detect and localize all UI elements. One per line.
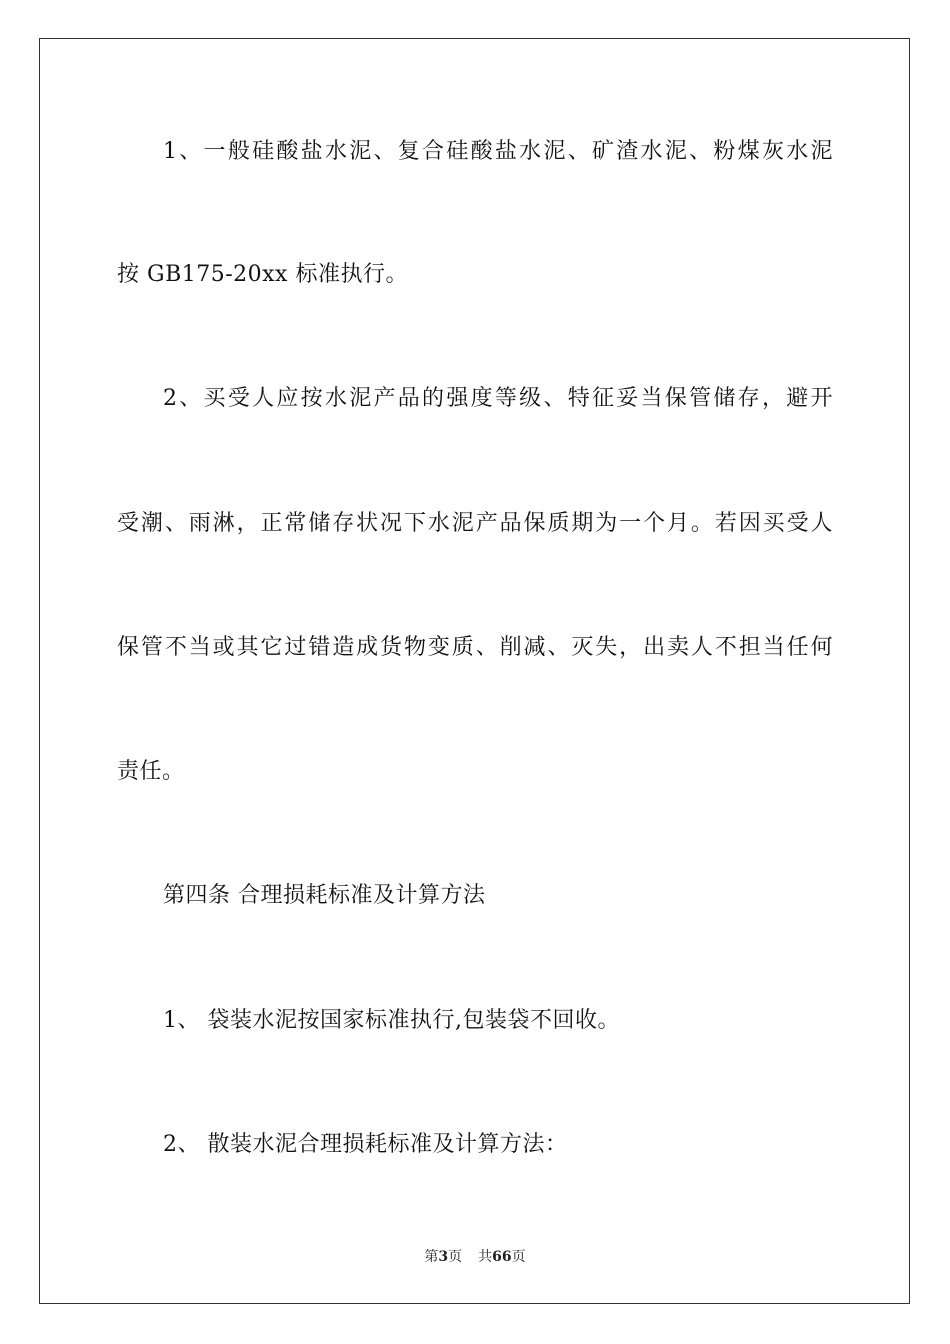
total-suffix: 页 [511,1249,526,1265]
paragraph-line: 责任。 [117,759,185,784]
paragraph-line: 按 GB175-20xx 标准执行。 [117,262,408,287]
page-footer [0,1248,950,1266]
total-prefix: 共 [478,1249,493,1265]
list-item: 1、 袋装水泥按国家标准执行,包装袋不回收。 [163,1008,620,1033]
paragraph-line: 受潮、雨淋，正常储存状况下水泥产品保质期为一个月。若因买受人 [117,511,833,536]
paragraph-line: 1、一般硅酸盐水泥、复合硅酸盐水泥、矿渣水泥、粉煤灰水泥 [163,139,833,164]
total-pages: 66 [492,1249,512,1265]
section-heading: 第四条 合理损耗标准及计算方法 [163,883,486,908]
page-prefix: 第 [424,1249,439,1265]
page-number: 3 [438,1249,449,1265]
paragraph-line: 保管不当或其它过错造成货物变质、削减、灭失，出卖人不担当任何 [117,635,833,660]
page-suffix: 页 [448,1249,463,1265]
paragraph-line: 2、买受人应按水泥产品的强度等级、特征妥当保管储存，避开 [163,386,833,411]
page-border [39,38,910,1304]
list-item: 2、 散装水泥合理损耗标准及计算方法： [163,1132,568,1157]
